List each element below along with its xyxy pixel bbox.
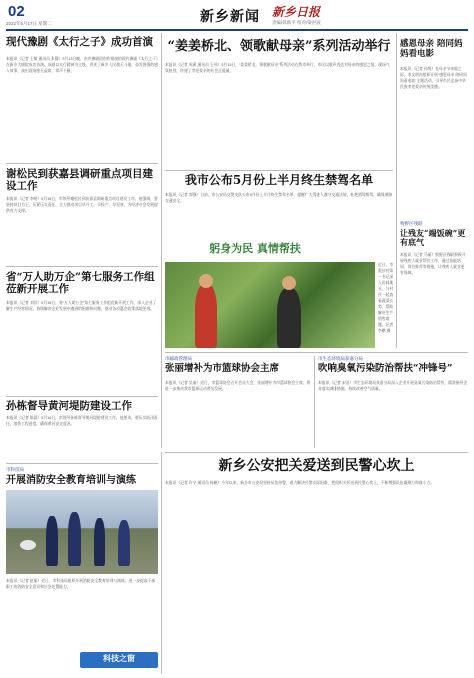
article-headline: 新乡公安把关爱送到民警心坎上 [218,458,415,474]
divider [165,352,468,353]
divider [165,170,393,171]
farm-visit-photo [165,262,375,348]
article-headline: 省“万人助万企”第七服务工作组莅新开展工作 [6,271,155,296]
column-divider [161,452,162,674]
article-body: 本报讯（记者 郭强）日前，市公安局交警支队公布5月份上半月终生禁驾名单，提醒广大驾驶人遵守交通法规，杜绝酒驾醉驾，确保道路交通安全。 [165,193,393,203]
masthead [0,0,474,28]
article-headline: 我市公布5月份上半月终生禁驾名单 [184,173,374,187]
photo-caption: 近日，市派驻村第一书记深入田间地头，与村民一起查看蔬菜长势，帮助解决生产销售难题。记者 李鹏 摄 [378,263,394,333]
article-headline: 孙栋督导黄河堤防建设工作 [6,400,132,412]
article-headline: 吹响臭氧污染防治帮扶“冲锋号” [318,363,453,374]
article-body: 本报讯（记者 李明）5月16日，市领导谢松民到获嘉县调研重点项目建设工作。他强调，要坚持项目为王，压紧压实责任，全力推动项目早开工、早投产、早见效，为经济社会发展提供有力支撑。 [6,197,158,213]
column-divider [314,356,315,448]
article-body: 本报讯（记者 刘洋）5月16日，省“万人助万企”第七服务工作组莅新开展工作，深入企业了解生产经营情况，协调解决企业发展中遇到的困难和问题，推动各项惠企政策落地见效。 [6,301,157,311]
article-headline: 现代豫剧《太行之子》成功首演 [6,36,153,48]
article-body: 本报讯（记者 王敏 通讯员 张静）5月13日晚，由市豫剧团创作排演的现代豫剧《太行之子》在新乡大剧院成功首演。该剧以太行精神为主线，讲述了新乡人民战天斗地、奋发图强的感人故事，演出现场座无虚席，掌声不断。 [6,57,158,73]
lead-body: 本报讯（记者 周燕 通讯员 王伟）5月15日，“姜姜桥北、领歌献母亲”系列活动在我市举行，市民以歌声表达对母亲的感恩之情，现场气氛热烈，传递了孝老爱亲的社会正能量。 [165,63,390,73]
article-kicker: 牧野区残联 [400,221,423,226]
article-body: 本报讯（记者 孙悦）在母亲节来临之际，市文明办组织开展“感恩母亲 陪同妈妈看电影”主题活动，引导市民弘扬中华民族孝老爱亲传统美德。 [400,67,467,89]
issue-date: 2022年5月17日 星期二 [6,21,52,26]
article-kicker: 市科技局 [6,467,24,472]
masthead-rule [6,29,468,31]
article-kicker: 市邮政管理局 [165,356,192,361]
editor-credit: 责编/韩新平 校对/梁洪波 [272,20,321,25]
section-title: 新乡新闻 [200,8,260,24]
article-body: 本报讯（记者 吴迪）近日，市篮球协会召开会员大会，张丽增补为市篮球协会主席，将进一步推动我市篮球运动普及发展。 [165,381,311,391]
divider [165,452,468,453]
column-divider [161,33,162,448]
article-headline: 张丽增补为市篮球协会主席 [165,363,280,374]
article-body: 本报讯（记者 许宁 通讯员 杨帆）今年以来，新乡市公安局坚持从优待警，着力解决民警实际困难，把组织关怀送到民警心坎上，不断增强队伍凝聚力和战斗力。 [165,481,434,485]
article-headline: 感恩母亲 陪同妈妈看电影 [400,39,463,59]
article-headline: 开展消防安全教育培训与演练 [6,475,136,486]
article-kicker: 市生态环境局获嘉分局 [318,356,363,361]
article-body: 本报讯（记者 赵丽）近日，市科技局组织开展消防安全教育培训与演练，进一步提高干部职工的消防安全意识和应急处置能力。 [6,579,156,589]
divider [6,163,158,164]
tech-window-badge: 科技之窗 [80,652,158,668]
photo-caption-title: 躬身为民 真情帮扶 [209,242,301,255]
page-number: 02 [8,3,25,20]
article-headline: 谢松民到获嘉县调研重点项目建设工作 [6,168,153,193]
divider [6,266,158,267]
lead-headline: “姜姜桥北、领歌献母亲”系列活动举行 [167,39,391,54]
article-body: 本报讯（记者 马丽）牧野区残联积极开展残疾人就业帮扶工作，通过技能培训、岗位推荐等措施，让残疾人就业更有保障。 [400,253,466,275]
article-body: 本报讯（记者 陈晨）5月16日，市领导孙栋督导黄河堤防建设工作。他要求，要压实防汛责任，加快工程进度，确保黄河安全度汛。 [6,416,158,426]
column-divider [396,33,397,348]
divider [6,463,158,464]
newspaper-logo: 新乡日报 [272,5,321,19]
article-headline: 让残友“端饭碗”更有底气 [400,228,466,248]
article-body: 本报讯（记者 宋洁）市生态环境局获嘉分局深入企业开展臭氧污染防治帮扶，精准指导企业落实减排措施，持续改善空气质量。 [318,381,468,391]
divider [6,396,158,397]
fire-drill-photo [6,490,158,574]
